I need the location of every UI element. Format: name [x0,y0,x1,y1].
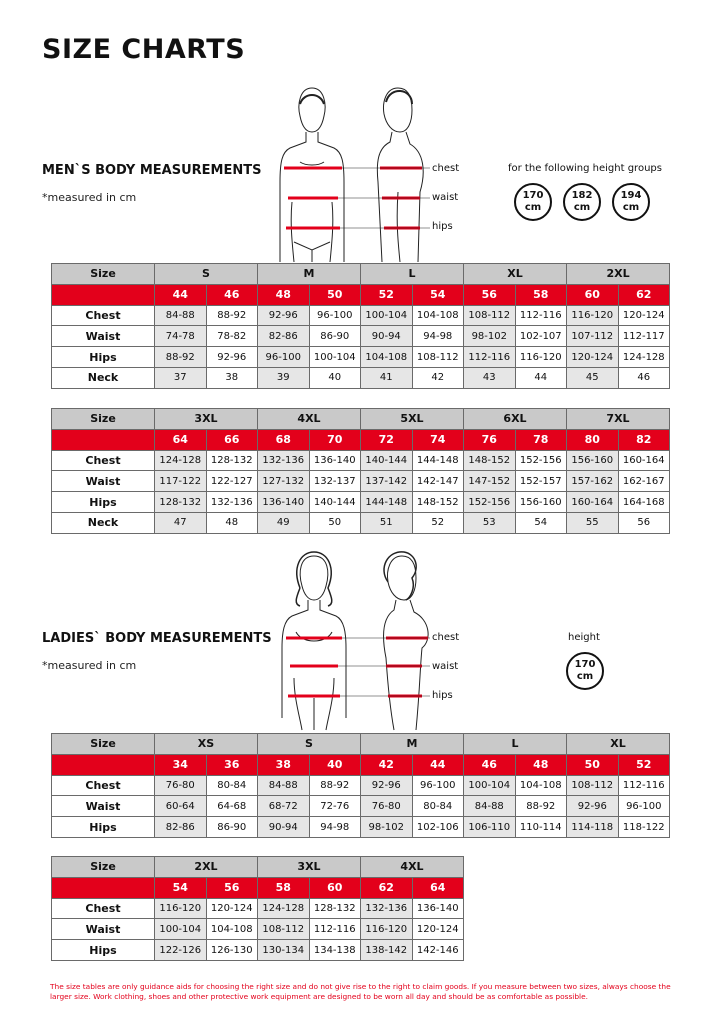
ladies-measure-lines [286,638,428,696]
measurement-value: 82-86 [155,817,207,838]
size-number-cell: 42 [361,754,413,775]
measurement-value: 132-136 [361,898,413,919]
size-name-cell: 2XL [567,264,670,285]
measurement-value: 148-152 [412,492,464,513]
measurement-value: 120-124 [567,347,619,368]
size-number-cell: 40 [309,754,361,775]
measurement-value: 86-90 [206,817,258,838]
table-row [52,471,670,492]
measurement-label: Waist [52,471,155,492]
table-row [52,450,670,471]
measurement-value: 164-168 [618,492,670,513]
measurement-value: 156-160 [567,450,619,471]
measurement-value: 127-132 [258,471,310,492]
measurement-value: 84-88 [258,775,310,796]
measurement-value: 43 [464,367,516,388]
size-number-cell: 60 [309,877,361,898]
measurement-value: 100-104 [155,919,207,940]
size-number-cell: 48 [258,284,310,305]
measurement-value: 134-138 [309,940,361,961]
measurement-value: 98-102 [464,326,516,347]
measurement-value: 72-76 [309,796,361,817]
measurement-value: 157-162 [567,471,619,492]
size-header-label: Size [52,264,155,285]
size-number-row [52,754,670,775]
measurement-value: 104-108 [361,347,413,368]
measurement-value: 88-92 [155,347,207,368]
size-number-blank [52,429,155,450]
size-number-cell: 58 [258,877,310,898]
size-number-cell: 54 [155,877,207,898]
size-name-cell: 2XL [155,857,258,878]
ladies-side-figure [384,552,429,730]
size-name-cell: 3XL [155,409,258,430]
table-row [52,512,670,533]
measurement-label: Chest [52,450,155,471]
measurement-value: 86-90 [309,326,361,347]
size-number-cell: 46 [206,284,258,305]
measurement-value: 122-126 [155,940,207,961]
badge-value: 170 [522,190,544,201]
ladies-hips-label: hips [432,690,453,701]
measurement-value: 46 [618,367,670,388]
size-name-cell: XL [567,734,670,755]
size-name-cell: 3XL [258,857,361,878]
ladies-body-figure-illustration [270,548,440,732]
measurement-value: 108-112 [567,775,619,796]
measurement-value: 60-64 [155,796,207,817]
measurement-value: 128-132 [206,450,258,471]
size-header-row [52,264,670,285]
measurement-value: 116-120 [155,898,207,919]
ladies-waist-label: waist [432,661,459,672]
table-row [52,817,670,838]
measurement-value: 76-80 [155,775,207,796]
size-number-cell: 64 [155,429,207,450]
size-header-label: Size [52,857,155,878]
measurement-value: 78-82 [206,326,258,347]
men-waist-label: waist [432,192,459,203]
measurement-value: 108-112 [464,305,516,326]
measurement-label: Neck [52,512,155,533]
measurement-value: 100-104 [361,305,413,326]
measurement-value: 40 [309,367,361,388]
men-height-badge-170 [514,183,552,221]
size-number-cell: 58 [515,284,567,305]
table-row [52,305,670,326]
men-height-title: for the following height groups [508,163,662,174]
size-number-cell: 38 [258,754,310,775]
size-name-cell: S [258,734,361,755]
measurement-value: 124-128 [258,898,310,919]
table-row [52,796,670,817]
measurement-value: 144-148 [412,450,464,471]
men-height-badge-182 [563,183,601,221]
measurement-value: 156-160 [515,492,567,513]
measurement-value: 162-167 [618,471,670,492]
measurement-label: Neck [52,367,155,388]
measurement-value: 108-112 [258,919,310,940]
table-row [52,492,670,513]
measurement-value: 98-102 [361,817,413,838]
measurement-value: 53 [464,512,516,533]
measurement-value: 104-108 [515,775,567,796]
badge-value: 170 [574,659,596,670]
measurement-value: 90-94 [361,326,413,347]
measurement-value: 48 [206,512,258,533]
measurement-value: 96-100 [309,305,361,326]
measurement-value: 136-140 [309,450,361,471]
measurement-value: 88-92 [309,775,361,796]
measurement-value: 92-96 [567,796,619,817]
measurement-value: 137-142 [361,471,413,492]
size-name-cell: M [361,734,464,755]
measurement-value: 51 [361,512,413,533]
size-number-cell: 68 [258,429,310,450]
size-number-cell: 76 [464,429,516,450]
measurement-value: 120-124 [206,898,258,919]
measurement-value: 116-120 [515,347,567,368]
measurement-value: 90-94 [258,817,310,838]
size-number-cell: 52 [618,754,670,775]
measurement-value: 112-116 [618,775,670,796]
men-section-title: MEN`S BODY MEASUREMENTS [42,163,262,178]
size-number-cell: 64 [412,877,464,898]
measurement-value: 39 [258,367,310,388]
men-chest-label: chest [432,163,460,174]
measurement-label: Hips [52,817,155,838]
size-name-cell: L [361,264,464,285]
size-name-cell: 6XL [464,409,567,430]
measurement-value: 126-130 [206,940,258,961]
size-number-cell: 70 [309,429,361,450]
measurement-value: 45 [567,367,619,388]
measurement-value: 144-148 [361,492,413,513]
badge-unit: cm [573,202,591,213]
badge-unit: cm [576,671,594,682]
measurement-value: 152-157 [515,471,567,492]
men-height-badge-194 [612,183,650,221]
measurement-value: 102-106 [412,817,464,838]
size-header-row [52,857,464,878]
measurement-value: 147-152 [464,471,516,492]
measurement-value: 44 [515,367,567,388]
measurement-value: 94-98 [412,326,464,347]
measurement-value: 54 [515,512,567,533]
measurement-value: 100-104 [309,347,361,368]
disclaimer-text: The size tables are only guidance aids for choosing the right size and do not give rise to the right to claim goods. If you measure between two sizes, always choose the larger size. Work clothing, shoes and other protective work equipment are designed to be worn all day and should be as comfortable as possible. [50,982,671,1001]
measurement-value: 76-80 [361,796,413,817]
size-number-cell: 80 [567,429,619,450]
measurement-value: 120-124 [618,305,670,326]
measurement-label: Chest [52,775,155,796]
ladies-chest-label: chest [432,632,460,643]
measurement-value: 122-127 [206,471,258,492]
measurement-value: 152-156 [464,492,516,513]
size-header-label: Size [52,734,155,755]
measurement-label: Waist [52,326,155,347]
size-number-row [52,284,670,305]
badge-unit: cm [622,202,640,213]
ladies-front-figure [282,552,346,730]
measurement-value: 116-120 [361,919,413,940]
size-name-cell: M [258,264,361,285]
size-number-cell: 56 [206,877,258,898]
size-number-cell: 60 [567,284,619,305]
measurement-value: 142-146 [412,940,464,961]
size-number-cell: 78 [515,429,567,450]
size-number-cell: 54 [412,284,464,305]
measurement-value: 41 [361,367,413,388]
measurement-value: 49 [258,512,310,533]
measurement-value: 112-116 [309,919,361,940]
measurement-value: 124-128 [155,450,207,471]
measurement-value: 116-120 [567,305,619,326]
size-number-row [52,429,670,450]
measurement-value: 132-137 [309,471,361,492]
measurement-value: 42 [412,367,464,388]
table-row [52,347,670,368]
table-row [52,367,670,388]
measurement-value: 96-100 [258,347,310,368]
measurement-value: 104-108 [206,919,258,940]
ladies-size-table-2 [51,856,464,961]
measurement-value: 138-142 [361,940,413,961]
measurement-value: 104-108 [412,305,464,326]
measurement-value: 80-84 [206,775,258,796]
measurement-value: 136-140 [258,492,310,513]
measurement-value: 94-98 [309,817,361,838]
measurement-label: Waist [52,919,155,940]
size-number-cell: 50 [309,284,361,305]
measurement-value: 37 [155,367,207,388]
size-number-cell: 46 [464,754,516,775]
size-name-cell: XS [155,734,258,755]
measurement-value: 120-124 [412,919,464,940]
measurement-value: 84-88 [155,305,207,326]
size-number-cell: 74 [412,429,464,450]
measurement-value: 114-118 [567,817,619,838]
measurement-label: Hips [52,347,155,368]
measurement-value: 92-96 [258,305,310,326]
size-number-cell: 44 [412,754,464,775]
size-name-cell: 7XL [567,409,670,430]
men-size-table-1 [51,263,670,389]
ladies-section-title: LADIES` BODY MEASUREMENTS [42,631,272,646]
measurement-value: 117-122 [155,471,207,492]
measurement-label: Waist [52,796,155,817]
size-name-cell: 4XL [361,857,464,878]
measurement-label: Hips [52,940,155,961]
measurement-value: 92-96 [361,775,413,796]
measurement-value: 132-136 [258,450,310,471]
size-number-cell: 36 [206,754,258,775]
measurement-value: 112-117 [618,326,670,347]
measurement-value: 96-100 [412,775,464,796]
badge-value: 182 [571,190,593,201]
table-row [52,898,464,919]
ladies-height-badge-170 [566,652,604,690]
size-name-cell: 5XL [361,409,464,430]
size-number-cell: 72 [361,429,413,450]
size-header-row [52,734,670,755]
size-name-cell: L [464,734,567,755]
size-number-cell: 82 [618,429,670,450]
measurement-value: 132-136 [206,492,258,513]
measurement-label: Chest [52,305,155,326]
measurement-value: 140-144 [361,450,413,471]
measurement-value: 38 [206,367,258,388]
measurement-value: 68-72 [258,796,310,817]
men-body-figure-illustration [270,82,440,264]
size-number-cell: 62 [361,877,413,898]
measurement-value: 96-100 [618,796,670,817]
measurement-value: 110-114 [515,817,567,838]
page-title: SIZE CHARTS [42,34,246,65]
men-size-table-2 [51,408,670,534]
size-number-blank [52,877,155,898]
measurement-value: 130-134 [258,940,310,961]
measurement-value: 140-144 [309,492,361,513]
size-number-cell: 34 [155,754,207,775]
measurement-value: 108-112 [412,347,464,368]
ladies-measured-note: *measured in cm [42,659,137,672]
size-name-cell: XL [464,264,567,285]
measurement-value: 142-147 [412,471,464,492]
measurement-value: 56 [618,512,670,533]
men-front-figure [280,88,344,262]
measurement-value: 55 [567,512,619,533]
measurement-value: 160-164 [567,492,619,513]
measurement-value: 80-84 [412,796,464,817]
badge-unit: cm [524,202,542,213]
men-measured-note: *measured in cm [42,191,137,204]
size-number-cell: 44 [155,284,207,305]
size-number-cell: 66 [206,429,258,450]
table-row [52,919,464,940]
measurement-value: 112-116 [515,305,567,326]
measurement-label: Chest [52,898,155,919]
measurement-value: 50 [309,512,361,533]
size-number-cell: 52 [361,284,413,305]
size-name-cell: S [155,264,258,285]
ladies-height-title: height [568,632,600,643]
measurement-value: 136-140 [412,898,464,919]
measurement-value: 128-132 [309,898,361,919]
measurement-value: 88-92 [515,796,567,817]
measurement-value: 47 [155,512,207,533]
measurement-value: 148-152 [464,450,516,471]
size-number-cell: 48 [515,754,567,775]
table-row [52,940,464,961]
table-row [52,326,670,347]
measurement-value: 82-86 [258,326,310,347]
ladies-size-table-1 [51,733,670,838]
size-number-cell: 56 [464,284,516,305]
measurement-value: 106-110 [464,817,516,838]
measurement-value: 84-88 [464,796,516,817]
measurement-value: 118-122 [618,817,670,838]
measurement-value: 88-92 [206,305,258,326]
measurement-value: 160-164 [618,450,670,471]
measurement-value: 64-68 [206,796,258,817]
measurement-value: 107-112 [567,326,619,347]
measurement-value: 52 [412,512,464,533]
table-row [52,775,670,796]
size-number-row [52,877,464,898]
size-number-blank [52,754,155,775]
badge-value: 194 [620,190,642,201]
size-header-label: Size [52,409,155,430]
men-hips-label: hips [432,221,453,232]
size-number-blank [52,284,155,305]
measurement-value: 92-96 [206,347,258,368]
measurement-value: 74-78 [155,326,207,347]
measurement-value: 112-116 [464,347,516,368]
size-number-cell: 50 [567,754,619,775]
measurement-value: 128-132 [155,492,207,513]
measurement-value: 100-104 [464,775,516,796]
measurement-label: Hips [52,492,155,513]
men-side-figure [377,88,423,262]
size-name-cell: 4XL [258,409,361,430]
measurement-value: 102-107 [515,326,567,347]
size-number-cell: 62 [618,284,670,305]
size-header-row [52,409,670,430]
measurement-value: 152-156 [515,450,567,471]
measurement-value: 124-128 [618,347,670,368]
